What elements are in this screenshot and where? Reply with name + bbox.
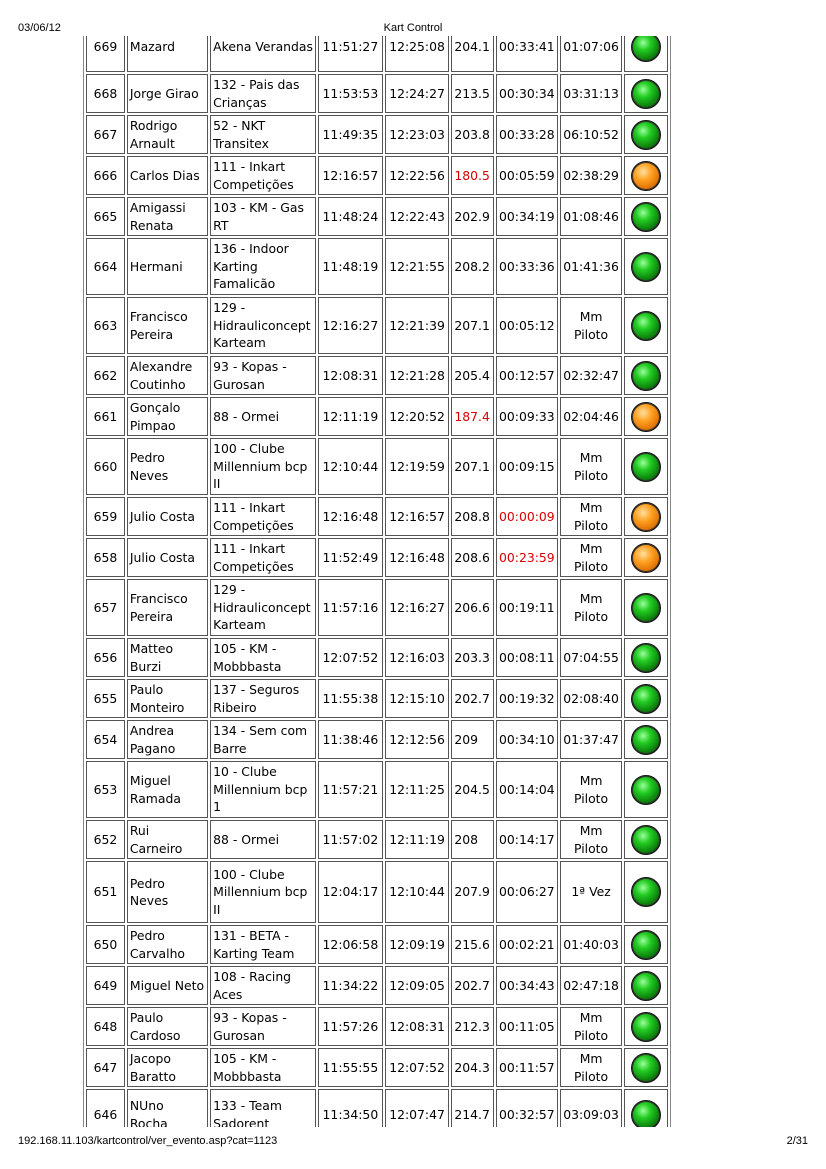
driver-name: Jacopo Baratto	[127, 1048, 208, 1087]
last-value: 1ª Vez	[560, 861, 623, 923]
team-name: 129 - Hidrauliconcept Karteam	[210, 297, 316, 354]
team-name: 111 - Inkart Competições	[210, 538, 316, 577]
page-title: Kart Control	[383, 22, 443, 34]
start-time: 11:53:53	[318, 74, 383, 113]
speed-value: 207.1	[451, 438, 494, 495]
end-time: 12:11:25	[385, 761, 450, 818]
speed-value: 212.3	[451, 1007, 494, 1046]
green-light-icon	[631, 361, 661, 391]
row-number: 655	[86, 679, 125, 718]
start-time: 11:48:24	[318, 197, 383, 236]
orange-light-icon	[631, 402, 661, 432]
duration-value: 00:05:12	[496, 297, 558, 354]
row-number: 659	[86, 497, 125, 536]
status-light-cell	[624, 820, 668, 859]
table-row	[86, 115, 668, 154]
orange-light-icon	[631, 161, 661, 191]
duration-value: 00:33:28	[496, 115, 558, 154]
speed-value: 202.7	[451, 966, 494, 1005]
start-time: 11:51:27	[318, 36, 383, 72]
last-value: 02:38:29	[560, 156, 623, 195]
start-time: 12:16:48	[318, 497, 383, 536]
status-light-cell	[624, 966, 668, 1005]
table-row	[86, 679, 668, 718]
row-number: 652	[86, 820, 125, 859]
driver-name: Paulo Monteiro	[127, 679, 208, 718]
end-time: 12:19:59	[385, 438, 450, 495]
green-light-icon	[631, 202, 661, 232]
team-name: 93 - Kopas - Gurosan	[210, 356, 316, 395]
end-time: 12:11:19	[385, 820, 450, 859]
team-name: 131 - BETA - Karting Team	[210, 925, 316, 964]
end-time: 12:16:48	[385, 538, 450, 577]
end-time: 12:22:56	[385, 156, 450, 195]
driver-name: Pedro Carvalho	[127, 925, 208, 964]
team-name: 105 - KM - Mobbbasta	[210, 1048, 316, 1087]
driver-name: NUno Rocha	[127, 1089, 208, 1127]
status-light-cell	[624, 638, 668, 677]
duration-value: 00:11:05	[496, 1007, 558, 1046]
status-light-cell	[624, 679, 668, 718]
last-value: Mm Piloto	[560, 1007, 623, 1046]
start-time: 12:07:52	[318, 638, 383, 677]
speed-value: 206.6	[451, 579, 494, 636]
speed-value: 209	[451, 720, 494, 759]
row-number: 656	[86, 638, 125, 677]
duration-value: 00:23:59	[496, 538, 558, 577]
end-time: 12:16:03	[385, 638, 450, 677]
driver-name: Francisco Pereira	[127, 579, 208, 636]
driver-name: Paulo Cardoso	[127, 1007, 208, 1046]
end-time: 12:20:52	[385, 397, 450, 436]
last-value: 03:31:13	[560, 74, 623, 113]
duration-value: 00:34:19	[496, 197, 558, 236]
green-light-icon	[631, 1100, 661, 1128]
driver-name: Gonçalo Pimpao	[127, 397, 208, 436]
speed-value: 204.1	[451, 36, 494, 72]
green-light-icon	[631, 79, 661, 109]
driver-name: Francisco Pereira	[127, 297, 208, 354]
start-time: 11:57:26	[318, 1007, 383, 1046]
team-name: 105 - KM - Mobbbasta	[210, 638, 316, 677]
speed-value: 202.7	[451, 679, 494, 718]
team-name: 10 - Clube Millennium bcp 1	[210, 761, 316, 818]
team-name: 93 - Kopas - Gurosan	[210, 1007, 316, 1046]
duration-value: 00:30:34	[496, 74, 558, 113]
speed-value: 205.4	[451, 356, 494, 395]
row-number: 647	[86, 1048, 125, 1087]
team-name: 136 - Indoor Karting Famalicão	[210, 238, 316, 295]
green-light-icon	[631, 643, 661, 673]
end-time: 12:08:31	[385, 1007, 450, 1046]
table-row	[86, 579, 668, 636]
last-value: 03:09:03	[560, 1089, 623, 1127]
start-time: 11:57:21	[318, 761, 383, 818]
start-time: 11:55:55	[318, 1048, 383, 1087]
driver-name: Julio Costa	[127, 538, 208, 577]
end-time: 12:09:19	[385, 925, 450, 964]
orange-light-icon	[631, 543, 661, 573]
orange-light-icon	[631, 502, 661, 532]
status-light-cell	[624, 497, 668, 536]
duration-value: 00:14:17	[496, 820, 558, 859]
last-value: 07:04:55	[560, 638, 623, 677]
end-time: 12:07:47	[385, 1089, 450, 1127]
green-light-icon	[631, 120, 661, 150]
end-time: 12:24:27	[385, 74, 450, 113]
green-light-icon	[631, 825, 661, 855]
speed-value: 203.3	[451, 638, 494, 677]
driver-name: Miguel Neto	[127, 966, 208, 1005]
speed-value: 213.5	[451, 74, 494, 113]
speed-value: 214.7	[451, 1089, 494, 1127]
green-light-icon	[631, 725, 661, 755]
speed-value: 207.9	[451, 861, 494, 923]
duration-value: 00:02:21	[496, 925, 558, 964]
status-light-cell	[624, 720, 668, 759]
speed-value: 187.4	[451, 397, 494, 436]
table-row	[86, 197, 668, 236]
row-number: 653	[86, 761, 125, 818]
table-row	[86, 1089, 668, 1127]
row-number: 669	[86, 36, 125, 72]
speed-value: 204.5	[451, 761, 494, 818]
speed-value: 203.8	[451, 115, 494, 154]
green-light-icon	[631, 452, 661, 482]
duration-value: 00:32:57	[496, 1089, 558, 1127]
duration-value: 00:12:57	[496, 356, 558, 395]
start-time: 11:34:22	[318, 966, 383, 1005]
start-time: 12:11:19	[318, 397, 383, 436]
status-light-cell	[624, 238, 668, 295]
driver-name: Jorge Girao	[127, 74, 208, 113]
last-value: Mm Piloto	[560, 579, 623, 636]
status-light-cell	[624, 579, 668, 636]
end-time: 12:16:27	[385, 579, 450, 636]
start-time: 12:16:57	[318, 156, 383, 195]
driver-name: Alexandre Coutinho	[127, 356, 208, 395]
status-light-cell	[624, 197, 668, 236]
table-row	[86, 397, 668, 436]
start-time: 12:06:58	[318, 925, 383, 964]
table-row	[86, 1007, 668, 1046]
last-value: 01:40:03	[560, 925, 623, 964]
start-time: 11:34:50	[318, 1089, 383, 1127]
row-number: 665	[86, 197, 125, 236]
green-light-icon	[631, 36, 661, 62]
last-value: 02:04:46	[560, 397, 623, 436]
table-row	[86, 438, 668, 495]
last-value: Mm Piloto	[560, 1048, 623, 1087]
last-value: 01:41:36	[560, 238, 623, 295]
table-row	[86, 156, 668, 195]
last-value: 02:32:47	[560, 356, 623, 395]
table-row	[86, 238, 668, 295]
end-time: 12:21:39	[385, 297, 450, 354]
status-light-cell	[624, 438, 668, 495]
team-name: 111 - Inkart Competições	[210, 156, 316, 195]
speed-value: 215.6	[451, 925, 494, 964]
results-table-viewport	[83, 36, 671, 1127]
duration-value: 00:33:41	[496, 36, 558, 72]
end-time: 12:15:10	[385, 679, 450, 718]
end-time: 12:21:55	[385, 238, 450, 295]
green-light-icon	[631, 311, 661, 341]
speed-value: 180.5	[451, 156, 494, 195]
table-row	[86, 720, 668, 759]
page-url: 192.168.11.103/kartcontrol/ver_evento.asp?cat=1123	[18, 1135, 278, 1147]
table-row	[86, 297, 668, 354]
green-light-icon	[631, 593, 661, 623]
end-time: 12:09:05	[385, 966, 450, 1005]
row-number: 662	[86, 356, 125, 395]
row-number: 646	[86, 1089, 125, 1127]
speed-value: 208.6	[451, 538, 494, 577]
status-light-cell	[624, 36, 668, 72]
driver-name: Pedro Neves	[127, 438, 208, 495]
table-row	[86, 497, 668, 536]
driver-name: Julio Costa	[127, 497, 208, 536]
start-time: 11:38:46	[318, 720, 383, 759]
page-number: 2/31	[786, 1135, 808, 1147]
end-time: 12:10:44	[385, 861, 450, 923]
last-value: Mm Piloto	[560, 297, 623, 354]
driver-name: Andrea Pagano	[127, 720, 208, 759]
driver-name: Carlos Dias	[127, 156, 208, 195]
team-name: 108 - Racing Aces	[210, 966, 316, 1005]
end-time: 12:23:03	[385, 115, 450, 154]
start-time: 11:48:19	[318, 238, 383, 295]
row-number: 660	[86, 438, 125, 495]
speed-value: 202.9	[451, 197, 494, 236]
team-name: 88 - Ormei	[210, 820, 316, 859]
driver-name: Hermani	[127, 238, 208, 295]
end-time: 12:22:43	[385, 197, 450, 236]
start-time: 12:08:31	[318, 356, 383, 395]
last-value: 06:10:52	[560, 115, 623, 154]
row-number: 658	[86, 538, 125, 577]
driver-name: Rui Carneiro	[127, 820, 208, 859]
duration-value: 00:33:36	[496, 238, 558, 295]
green-light-icon	[631, 1053, 661, 1083]
start-time: 12:16:27	[318, 297, 383, 354]
start-time: 11:57:16	[318, 579, 383, 636]
status-light-cell	[624, 1007, 668, 1046]
speed-value: 207.1	[451, 297, 494, 354]
last-value: Mm Piloto	[560, 497, 623, 536]
row-number: 651	[86, 861, 125, 923]
status-light-cell	[624, 861, 668, 923]
table-row	[86, 36, 668, 72]
duration-value: 00:09:33	[496, 397, 558, 436]
driver-name: Pedro Neves	[127, 861, 208, 923]
table-row	[86, 761, 668, 818]
status-light-cell	[624, 1089, 668, 1127]
duration-value: 00:19:32	[496, 679, 558, 718]
duration-value: 00:14:04	[496, 761, 558, 818]
status-light-cell	[624, 297, 668, 354]
start-time: 11:52:49	[318, 538, 383, 577]
green-light-icon	[631, 684, 661, 714]
row-number: 654	[86, 720, 125, 759]
team-name: 100 - Clube Millennium bcp II	[210, 861, 316, 923]
print-date: 03/06/12	[18, 22, 61, 34]
driver-name: Miguel Ramada	[127, 761, 208, 818]
duration-value: 00:05:59	[496, 156, 558, 195]
team-name: 129 - Hidrauliconcept Karteam	[210, 579, 316, 636]
duration-value: 00:08:11	[496, 638, 558, 677]
last-value: 02:08:40	[560, 679, 623, 718]
speed-value: 208.8	[451, 497, 494, 536]
speed-value: 208.2	[451, 238, 494, 295]
table-row	[86, 966, 668, 1005]
start-time: 11:57:02	[318, 820, 383, 859]
green-light-icon	[631, 252, 661, 282]
start-time: 11:49:35	[318, 115, 383, 154]
results-table	[83, 36, 671, 1127]
duration-value: 00:34:10	[496, 720, 558, 759]
last-value: 01:08:46	[560, 197, 623, 236]
table-row	[86, 925, 668, 964]
row-number: 649	[86, 966, 125, 1005]
table-row	[86, 820, 668, 859]
driver-name: Amigassi Renata	[127, 197, 208, 236]
status-light-cell	[624, 397, 668, 436]
duration-value: 00:19:11	[496, 579, 558, 636]
start-time: 12:10:44	[318, 438, 383, 495]
status-light-cell	[624, 925, 668, 964]
team-name: 103 - KM - Gas RT	[210, 197, 316, 236]
green-light-icon	[631, 930, 661, 960]
row-number: 664	[86, 238, 125, 295]
status-light-cell	[624, 538, 668, 577]
duration-value: 00:06:27	[496, 861, 558, 923]
duration-value: 00:09:15	[496, 438, 558, 495]
table-row	[86, 74, 668, 113]
green-light-icon	[631, 775, 661, 805]
team-name: 134 - Sem com Barre	[210, 720, 316, 759]
row-number: 666	[86, 156, 125, 195]
last-value: 01:37:47	[560, 720, 623, 759]
last-value: Mm Piloto	[560, 761, 623, 818]
status-light-cell	[624, 115, 668, 154]
row-number: 668	[86, 74, 125, 113]
team-name: 100 - Clube Millennium bcp II	[210, 438, 316, 495]
last-value: Mm Piloto	[560, 538, 623, 577]
team-name: 133 - Team Sadorent	[210, 1089, 316, 1127]
row-number: 648	[86, 1007, 125, 1046]
green-light-icon	[631, 1012, 661, 1042]
status-light-cell	[624, 1048, 668, 1087]
speed-value: 208	[451, 820, 494, 859]
table-row	[86, 538, 668, 577]
last-value: Mm Piloto	[560, 820, 623, 859]
row-number: 650	[86, 925, 125, 964]
status-light-cell	[624, 74, 668, 113]
team-name: 137 - Seguros Ribeiro	[210, 679, 316, 718]
duration-value: 00:34:43	[496, 966, 558, 1005]
end-time: 12:25:08	[385, 36, 450, 72]
duration-value: 00:11:57	[496, 1048, 558, 1087]
team-name: Akena Verandas	[210, 36, 316, 72]
end-time: 12:16:57	[385, 497, 450, 536]
start-time: 12:04:17	[318, 861, 383, 923]
speed-value: 204.3	[451, 1048, 494, 1087]
green-light-icon	[631, 971, 661, 1001]
status-light-cell	[624, 356, 668, 395]
last-value: Mm Piloto	[560, 438, 623, 495]
table-row	[86, 861, 668, 923]
table-row	[86, 1048, 668, 1087]
end-time: 12:12:56	[385, 720, 450, 759]
team-name: 111 - Inkart Competições	[210, 497, 316, 536]
team-name: 132 - Pais das Crianças	[210, 74, 316, 113]
row-number: 661	[86, 397, 125, 436]
end-time: 12:21:28	[385, 356, 450, 395]
last-value: 01:07:06	[560, 36, 623, 72]
status-light-cell	[624, 156, 668, 195]
green-light-icon	[631, 877, 661, 907]
driver-name: Mazard	[127, 36, 208, 72]
start-time: 11:55:38	[318, 679, 383, 718]
team-name: 52 - NKT Transitex	[210, 115, 316, 154]
table-row	[86, 356, 668, 395]
row-number: 663	[86, 297, 125, 354]
duration-value: 00:00:09	[496, 497, 558, 536]
row-number: 657	[86, 579, 125, 636]
driver-name: Matteo Burzi	[127, 638, 208, 677]
row-number: 667	[86, 115, 125, 154]
last-value: 02:47:18	[560, 966, 623, 1005]
table-row	[86, 638, 668, 677]
status-light-cell	[624, 761, 668, 818]
driver-name: Rodrigo Arnault	[127, 115, 208, 154]
end-time: 12:07:52	[385, 1048, 450, 1087]
team-name: 88 - Ormei	[210, 397, 316, 436]
